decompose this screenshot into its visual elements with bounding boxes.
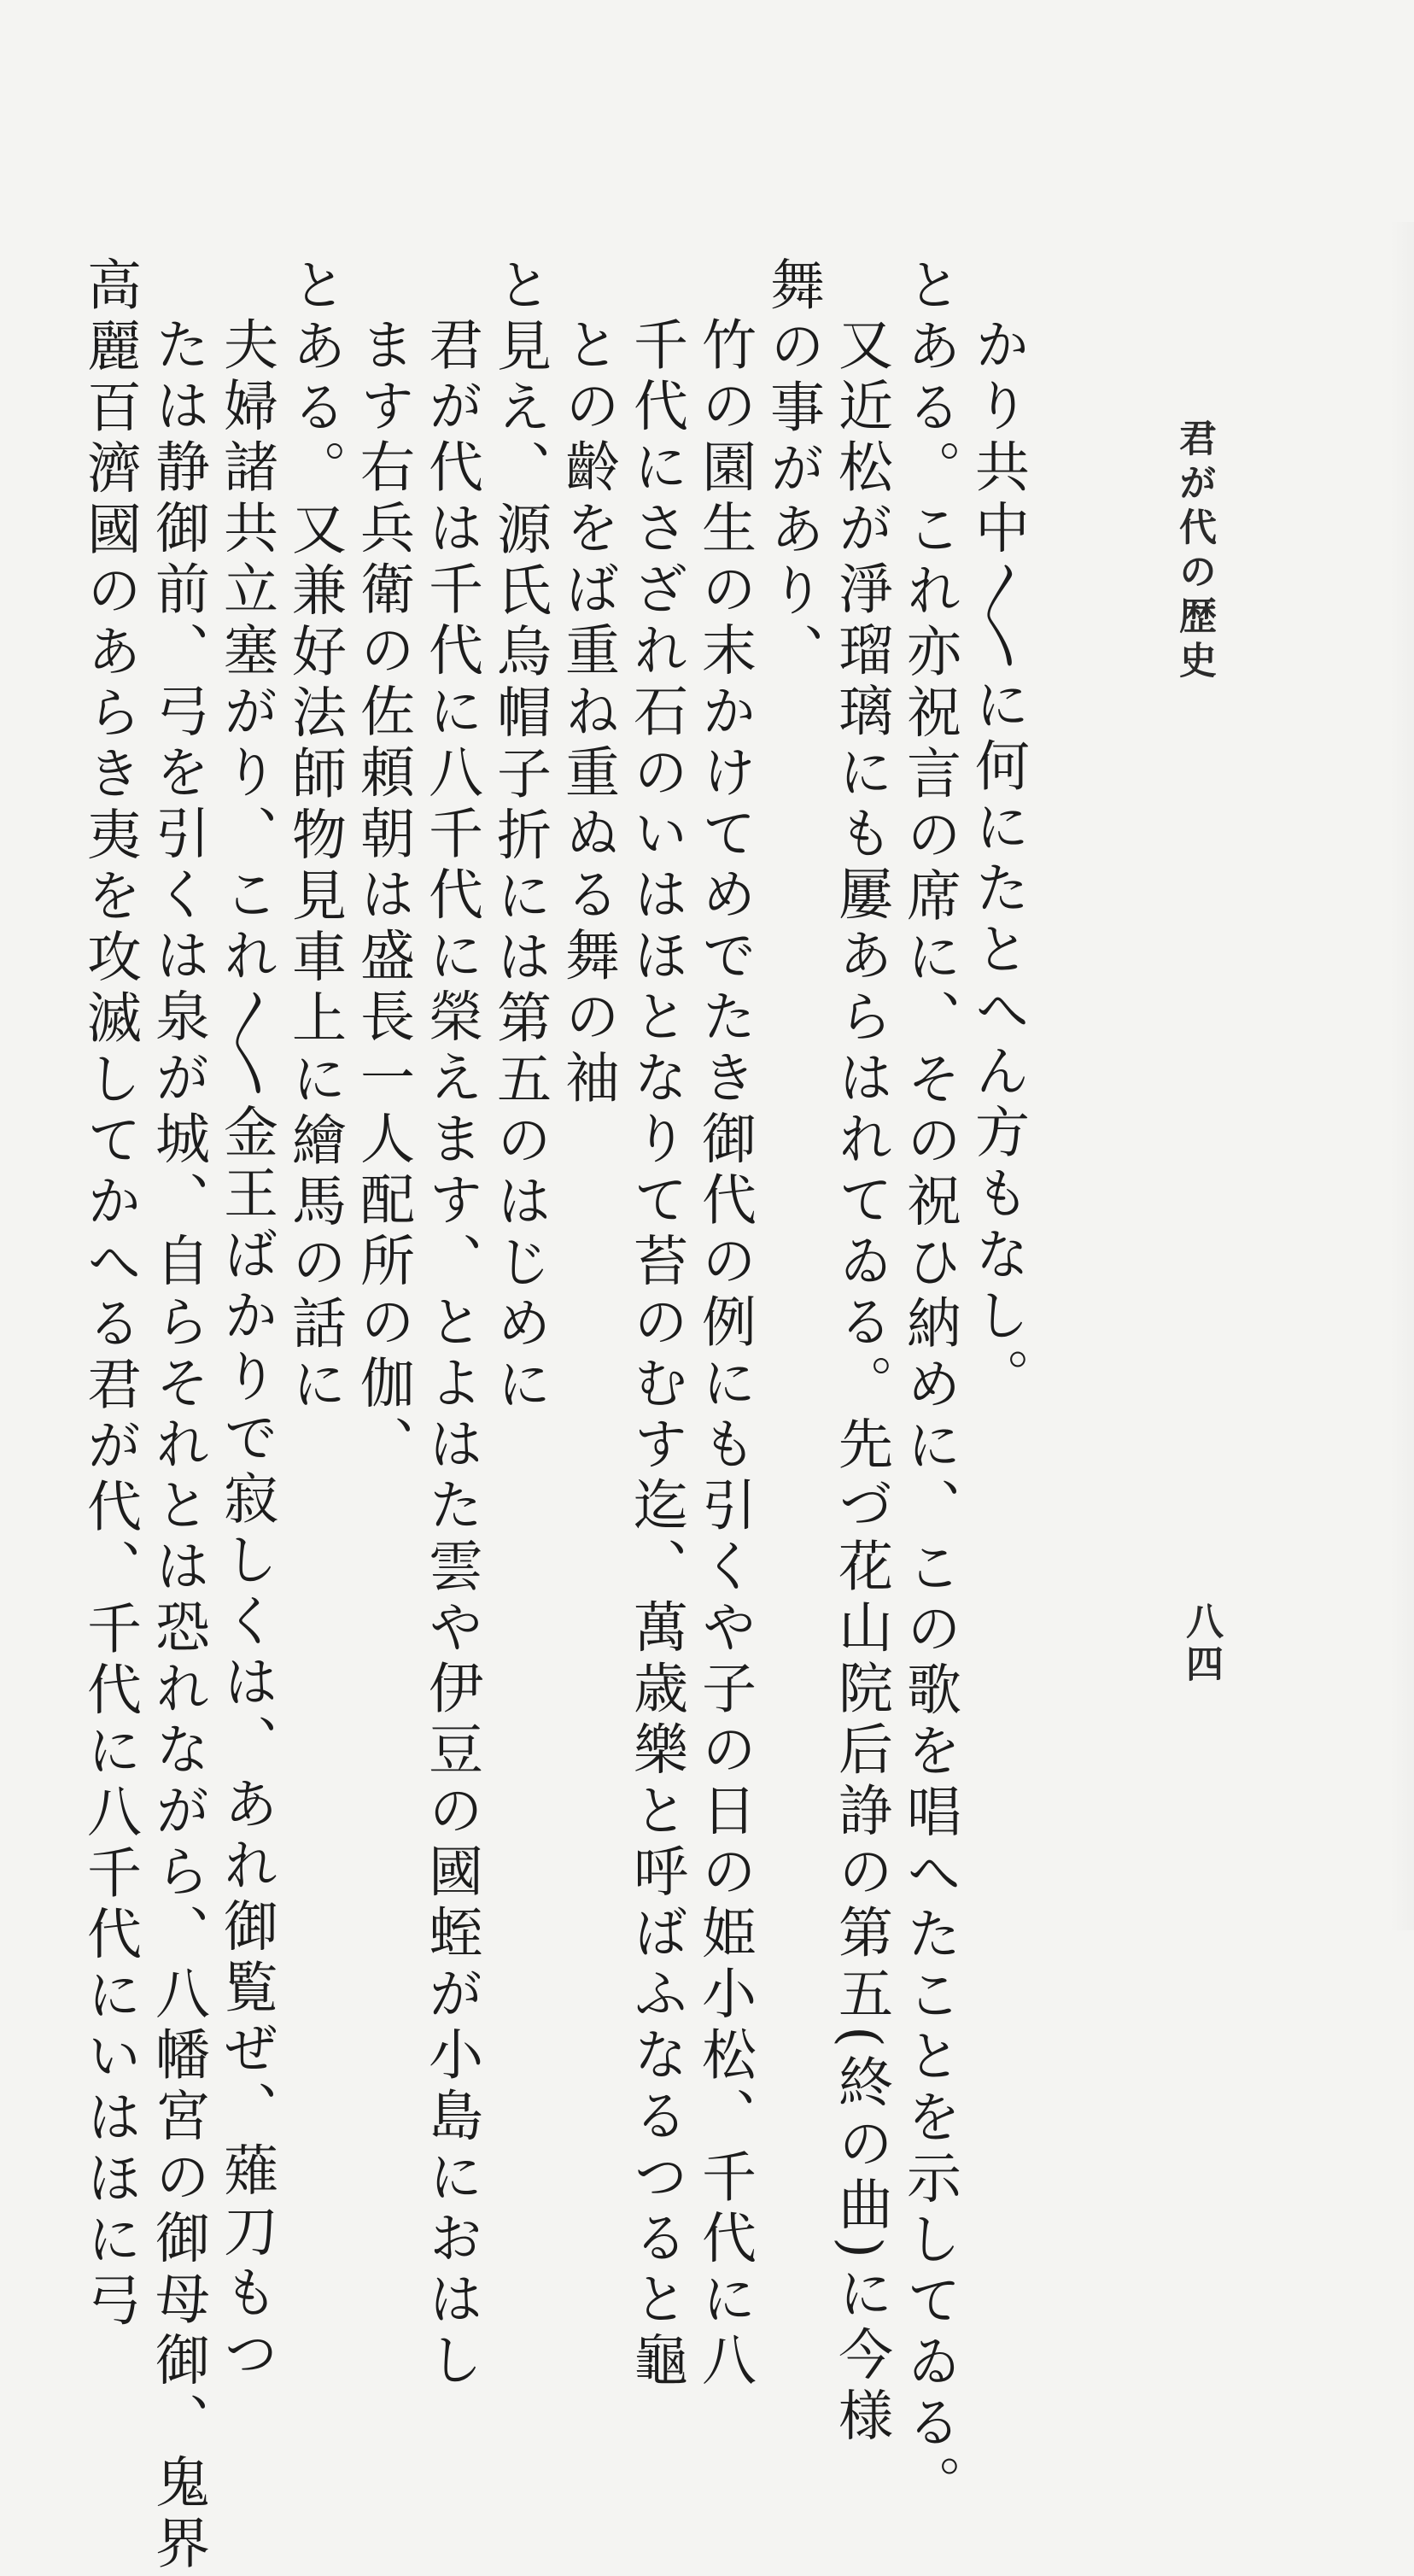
quote-line: 竹の園生の末かけてめでたき御代の例にも引くや子の日の姫小松、千代に八 — [692, 316, 756, 2392]
text-line: とある。又兼好法師物見車上に繪馬の話に — [283, 256, 346, 1417]
quote-line: との齡をば重ね重ぬる舞の袖 — [556, 316, 619, 1110]
text-line: かり共中〳〵に何にたとへん方もなし。 — [966, 316, 1029, 1409]
running-title: 君が代の歴史 — [1172, 419, 1216, 685]
text-line: 又近松が淨瑠璃にも屢あらはれてゐる。先づ花山院后諍の第五(終の曲)に今様 — [829, 316, 892, 2448]
quote-line: 夫婦諸共立塞がり、これ〳〵金王ばかりで寂しくは、あれ御覧ぜ、薙刀もつ — [214, 316, 278, 2386]
page-number: 八四 — [1179, 1601, 1223, 1687]
text-line: とある。これ亦祝言の席に、その祝ひ納めに、この歌を唱へたことを示してゐる。 — [897, 256, 961, 2516]
text-line: と見え、源氏烏帽子折には第五のはじめに — [488, 256, 551, 1417]
page-edge-shading — [1388, 222, 1414, 1930]
quote-line: 千代にさざれ石のいはほとなりて苔のむす迄、萬歳樂と呼ばふなるつると龜 — [624, 316, 687, 2392]
quote-line: 君が代は千代に八千代に榮えます、とよはた雲や伊豆の國蛭が小島におはし — [419, 316, 482, 2392]
body-text — [78, 256, 1031, 2576]
quote-line: ます右兵衛の佐頼朝は盛長一人配所の伽、 — [351, 316, 414, 1477]
quote-line: たは静御前、弓を引くは泉が城、自らそれとは恐れながら、八幡宮の御母御、鬼界 — [146, 316, 209, 2576]
text-line: 舞の事があり、 — [761, 256, 824, 684]
text-line: 高麗百濟國のあらき夷を攻滅してかへる君が代、千代に八千代にいはほに弓 — [78, 256, 141, 2333]
